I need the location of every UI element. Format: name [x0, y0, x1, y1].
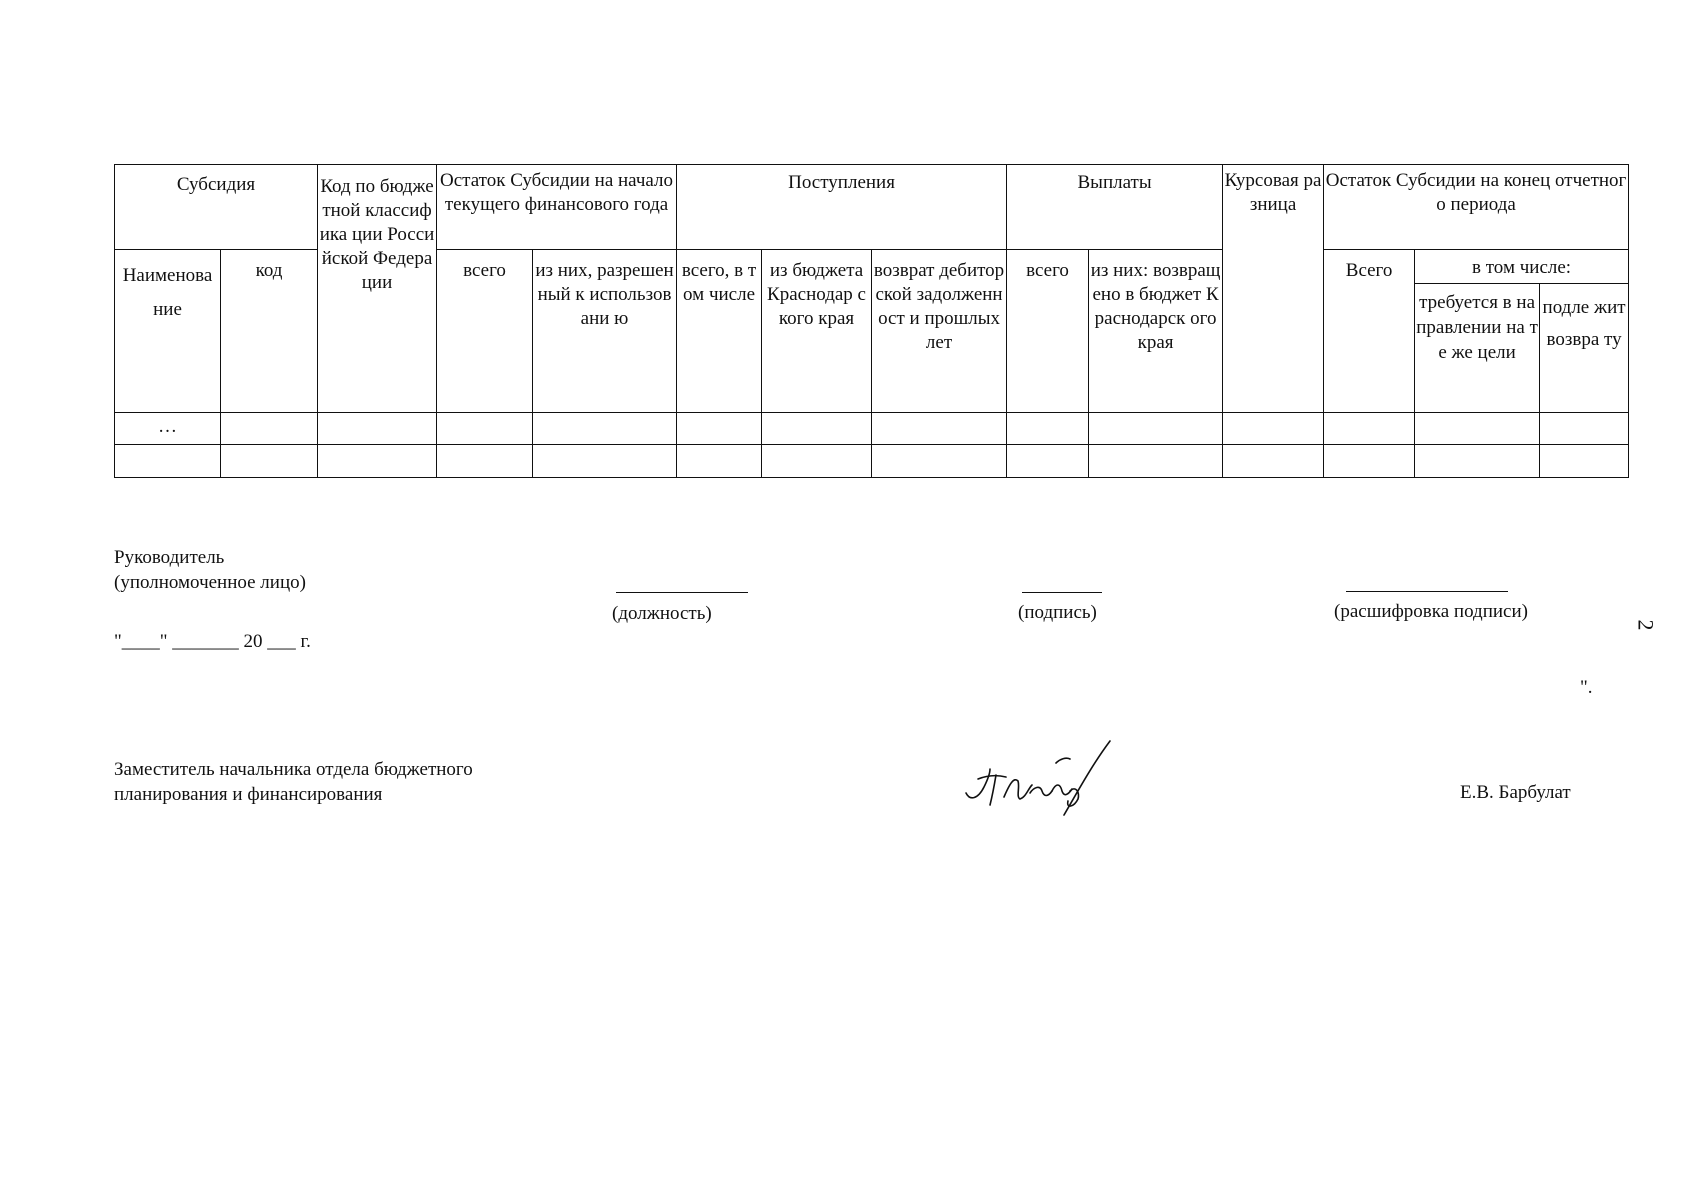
- table-cell: [1324, 413, 1415, 445]
- header-be-same-purpose: требуется в направлении на те же цели: [1415, 284, 1540, 413]
- table-cell: [115, 445, 221, 478]
- table-cell: [1415, 445, 1540, 478]
- closing-quote: ".: [1580, 677, 1593, 698]
- table-cell: [1089, 413, 1223, 445]
- table-cell: [221, 413, 318, 445]
- signature-line: [1022, 592, 1102, 593]
- header-be-return: подле жит возвра ту: [1540, 284, 1629, 413]
- decoding-line: [1346, 591, 1508, 592]
- header-balance-start: Остаток Субсидии на начало текущего финансового года: [437, 165, 677, 250]
- header-kbk: Код по бюджетной классифика ции Российской Федерации: [318, 165, 437, 413]
- table-cell: [762, 445, 872, 478]
- header-balance-end: Остаток Субсидии на конец отчетного периода: [1324, 165, 1629, 250]
- table-cell: [1540, 413, 1629, 445]
- table-cell: [318, 445, 437, 478]
- header-rc-return: возврат дебиторской задолженност и прошлых лет: [872, 250, 1007, 413]
- header-rc-total: всего, в том числе: [677, 250, 762, 413]
- table-cell: [1415, 413, 1540, 445]
- table-cell: [872, 445, 1007, 478]
- signatory-name: Е.В. Барбулат: [1460, 782, 1571, 803]
- table-cell: [872, 413, 1007, 445]
- table-row: [115, 413, 1629, 445]
- deputy-title-line2: планирования и финансирования: [114, 784, 383, 805]
- table-cell: [533, 445, 677, 478]
- header-payments: Выплаты: [1007, 165, 1223, 250]
- header-be-total: Всего: [1324, 250, 1415, 413]
- head-label: Руководитель: [114, 547, 225, 568]
- table-cell: [1223, 445, 1324, 478]
- header-pay-returned: из них: возвращено в бюджет Краснодарск ого края: [1089, 250, 1223, 413]
- header-bs-allowed: из них, разрешенный к использовани ю: [533, 250, 677, 413]
- header-exchange-diff: Курсовая разница: [1223, 165, 1324, 413]
- handwritten-signature: [960, 735, 1130, 825]
- date-line: "____" _______ 20 ___ г.: [114, 631, 311, 652]
- header-rc-budget: из бюджета Краснодар ского края: [762, 250, 872, 413]
- table-cell: [1223, 413, 1324, 445]
- table-cell: [437, 413, 533, 445]
- header-name: Наименова ние: [115, 250, 221, 413]
- header-bs-total: всего: [437, 250, 533, 413]
- table-cell: [1007, 445, 1089, 478]
- deputy-title-line1: Заместитель начальника отдела бюджетного: [114, 759, 473, 780]
- position-line: [616, 592, 748, 593]
- position-caption: (должность): [612, 603, 712, 624]
- header-subsidy: Субсидия: [115, 165, 318, 250]
- subsidy-report-table: [114, 164, 1629, 478]
- table-cell: [1324, 445, 1415, 478]
- header-code: код: [221, 250, 318, 413]
- header-pay-total: всего: [1007, 250, 1089, 413]
- table-cell: …: [115, 413, 221, 445]
- table-cell: [677, 413, 762, 445]
- decoding-caption: (расшифровка подписи): [1334, 601, 1528, 622]
- signature-caption: (подпись): [1018, 602, 1097, 623]
- header-receipts: Поступления: [677, 165, 1007, 250]
- table-cell: [318, 413, 437, 445]
- table-cell: [1540, 445, 1629, 478]
- page-number: 2: [1633, 619, 1659, 631]
- table-cell: [1089, 445, 1223, 478]
- table-cell: [762, 413, 872, 445]
- table-cell: [437, 445, 533, 478]
- table-row: [115, 445, 1629, 478]
- table-cell: [221, 445, 318, 478]
- head-sublabel: (уполномоченное лицо): [114, 572, 306, 593]
- header-be-including: в том числе:: [1415, 250, 1629, 284]
- table-cell: [677, 445, 762, 478]
- table-cell: [1007, 413, 1089, 445]
- table-cell: [533, 413, 677, 445]
